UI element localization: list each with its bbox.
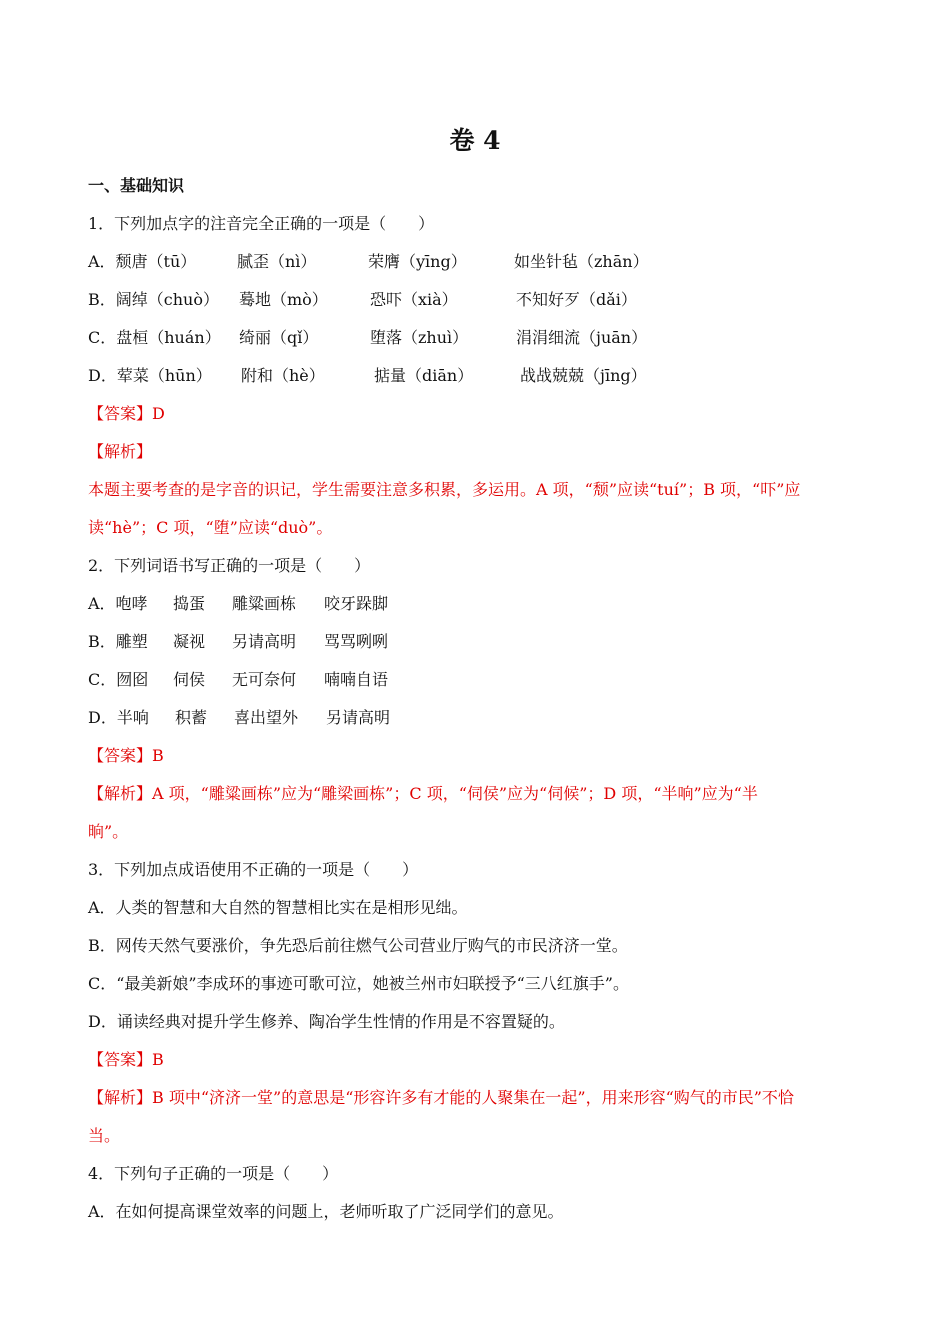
q2-a-item-4: 咬牙跺脚	[324, 594, 389, 613]
question-4-stem: 4．下列句子正确的一项是（ ）	[88, 1164, 339, 1183]
q3-analysis-line-1: 【解析】B 项中“济济一堂”的意思是“形容许多有才能的人聚集在一起”，用来形容“购气的市民”不恰	[88, 1088, 794, 1107]
q1-d-item-2: 附和（hè）	[241, 366, 325, 385]
q2-c-item-3: 无可奈何	[232, 670, 297, 689]
q1-b-item-3: 恐吓（xià）	[370, 290, 458, 309]
q1-c-item-4: 涓涓细流（juān）	[516, 328, 648, 347]
q1-a-item-1: A．颓唐（tū）	[88, 252, 197, 271]
question-2-stem: 2．下列词语书写正确的一项是（ ）	[88, 556, 371, 575]
q2-d-item-2: 积蓄	[175, 708, 208, 727]
q2-c-item-1: C．囫囵	[88, 670, 149, 689]
q2-a-item-3: 雕粱画栋	[232, 594, 297, 613]
q1-b-item-1: B．阔绰（chuò）	[88, 290, 219, 309]
q2-b-item-3: 另请高明	[232, 632, 297, 651]
q1-c-item-2: 绮丽（qǐ）	[239, 328, 319, 347]
q2-d-item-1: D．半响	[88, 708, 149, 727]
q2-d-item-3: 喜出望外	[234, 708, 299, 727]
q1-d-item-4: 战战兢兢（jīng）	[520, 366, 647, 385]
q1-analysis-line-1: 本题主要考查的是字音的识记，学生需要注意多积累，多运用。A 项，“颓”应读“tuí”；B 项，“吓”应	[88, 480, 801, 499]
q1-analysis-label: 【解析】	[88, 442, 153, 461]
q1-b-item-2: 蓦地（mò）	[239, 290, 328, 309]
q1-c-item-3: 堕落（zhuì）	[370, 328, 469, 347]
q3-analysis-line-2: 当。	[88, 1126, 121, 1145]
q1-b-item-4: 不知好歹（dǎi）	[516, 290, 637, 309]
q2-answer: 【答案】B	[88, 746, 164, 765]
q2-c-item-2: 伺侯	[173, 670, 206, 689]
q3-option-b: B．网传天然气要涨价，争先恐后前往燃气公司营业厅购气的市民济济一堂。	[88, 936, 628, 955]
q3-option-d: D．诵读经典对提升学生修养、陶冶学生性情的作用是不容置疑的。	[88, 1012, 565, 1031]
question-3-stem: 3．下列加点成语使用不正确的一项是（ ）	[88, 860, 419, 879]
section-heading: 一、基础知识	[88, 176, 185, 195]
q2-analysis-line-2: 晌”。	[88, 822, 129, 841]
q4-option-a: A．在如何提高课堂效率的问题上，老师听取了广泛同学们的意见。	[88, 1202, 564, 1221]
q1-c-item-1: C．盘桓（huán）	[88, 328, 221, 347]
q2-a-item-2: 捣蛋	[173, 594, 206, 613]
q3-answer: 【答案】B	[88, 1050, 164, 1069]
q2-b-item-1: B．雕塑	[88, 632, 148, 651]
q1-a-item-4: 如坐针毡（zhān）	[514, 252, 649, 271]
q3-option-c: C．“最美新娘”李成环的事迹可歌可泣，她被兰州市妇联授予“三八红旗手”。	[88, 974, 629, 993]
q1-a-item-2: 腻歪（nì）	[237, 252, 317, 271]
q3-option-a: A．人类的智慧和大自然的智慧相比实在是相形见绌。	[88, 898, 468, 917]
q2-c-item-4: 喃喃自语	[324, 670, 389, 689]
question-1-stem: 1．下列加点字的注音完全正确的一项是（ ）	[88, 214, 435, 233]
q2-b-item-2: 凝视	[173, 632, 206, 651]
q2-a-item-1: A．咆哮	[88, 594, 148, 613]
q1-answer: 【答案】D	[88, 404, 165, 423]
q1-d-item-1: D．荤菜（hūn）	[88, 366, 212, 385]
q2-d-item-4: 另请高明	[326, 708, 391, 727]
q2-analysis-line-1: 【解析】A 项，“雕粱画栋”应为“雕梁画栋”；C 项，“伺侯”应为“伺候”；D 项，“半响”应为“半	[88, 784, 758, 803]
q2-b-item-4: 骂骂咧咧	[324, 632, 389, 651]
q1-d-item-3: 掂量（diān）	[374, 366, 474, 385]
page-title: 卷 4	[449, 126, 501, 155]
q1-analysis-line-2: 读“hè”；C 项，“堕”应读“duò”。	[88, 518, 333, 537]
q1-a-item-3: 荣膺（yīng）	[368, 252, 467, 271]
